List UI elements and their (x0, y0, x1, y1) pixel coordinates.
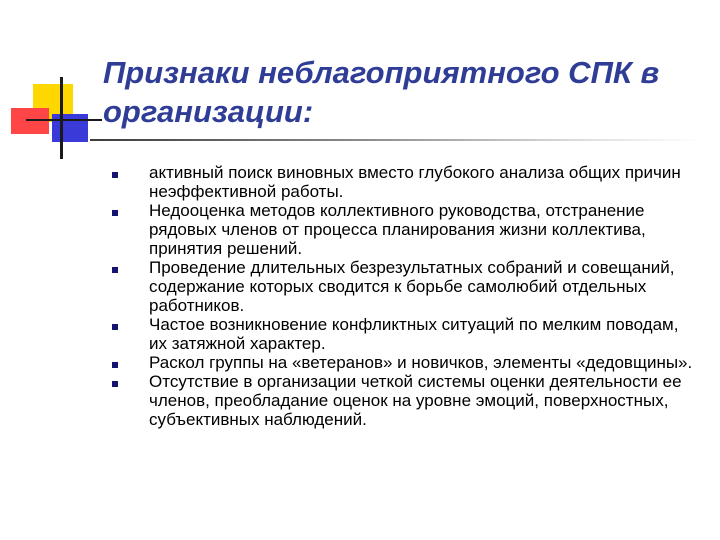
bullet-text: Проведение длительных безрезультатных собраний и совещаний, содержание которых сводится к борьбе самолюбий отдельных работников. (149, 258, 675, 315)
bullet-square-icon (112, 362, 118, 368)
decor-red-square (11, 108, 49, 134)
bullet-text: Частое возникновение конфликтных ситуаций по мелким поводам, их затяжной характер. (149, 315, 679, 353)
bullet-item (120, 372, 695, 429)
bullet-square-icon (112, 324, 118, 330)
bullet-item (120, 258, 695, 315)
bullet-item (120, 163, 695, 201)
bullet-item (120, 353, 695, 372)
slide-title: Признаки неблагоприятного СПК в организации: (103, 55, 660, 129)
bullet-text: Отсутствие в организации четкой системы оценки деятельности ее членов, преобладание оценок на уровне эмоций, поверхностных, субъективных наблюдений. (149, 372, 682, 429)
bullet-text: Недооценка методов коллективного руководства, отстранение рядовых членов от процесса планирования жизни коллектива, принятия решений. (149, 201, 646, 258)
bullet-item (120, 201, 695, 258)
bullet-square-icon (112, 381, 118, 387)
title-underline (90, 139, 700, 141)
decor-vertical-line (60, 77, 63, 159)
bullet-text: активный поиск виновных вместо глубокого анализа общих причин неэффективной работы. (149, 163, 681, 201)
bullet-square-icon (112, 210, 118, 216)
bullet-square-icon (112, 172, 118, 178)
bullet-list (120, 163, 695, 429)
decor-horizontal-line (26, 119, 102, 121)
bullet-item (120, 315, 695, 353)
bullet-square-icon (112, 267, 118, 273)
bullet-text: Раскол группы на «ветеранов» и новичков, элементы «дедовщины». (149, 353, 693, 372)
